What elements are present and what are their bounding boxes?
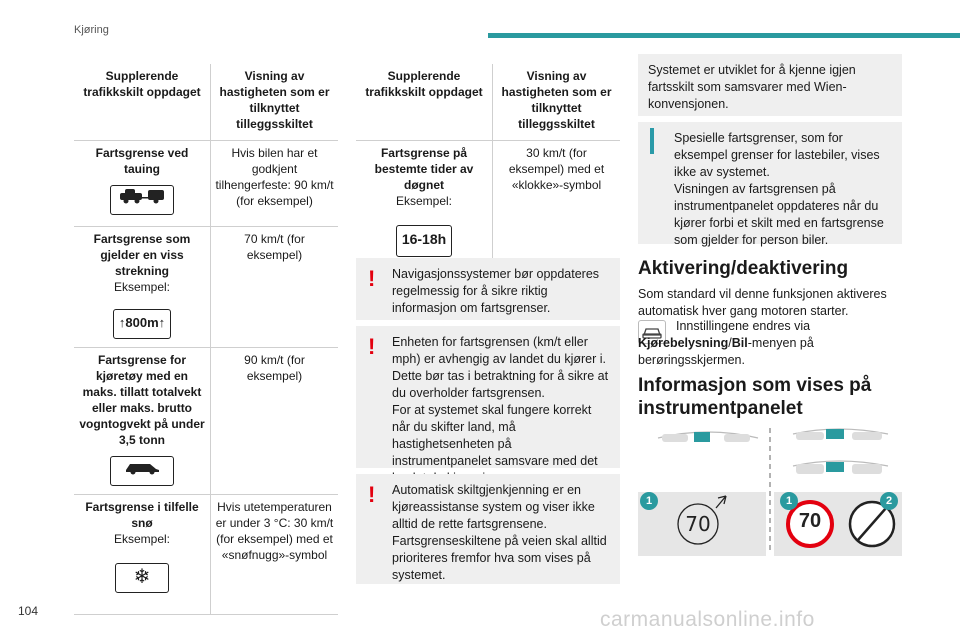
warning-box [356, 474, 620, 584]
badge-2: 2 [880, 492, 898, 510]
menu-name: Kjørebelysning [638, 336, 729, 350]
row-title: Fartsgrense ved tauing [95, 146, 189, 176]
heading-activation: Aktivering/deaktivering [638, 258, 849, 279]
time-sign-icon: 16-18h [396, 225, 452, 257]
note-box [638, 54, 902, 116]
col-header: Supplerende trafikkskilt oppdaget [356, 64, 493, 141]
para-text: -menyen på berøringsskjermen. [638, 336, 814, 367]
info-icon [650, 130, 654, 154]
instrument-illustration [638, 426, 902, 556]
warning-text: Enheten for fartsgrensen (km/t eller mph) er avhengig av landet du kjører i. Dette bør tas i betraktning for å sikre at du overholder fartsgrensen. For at systemet skal fungere korrekt når du skifter land, må hastighetsenheten på instrumentpanelet samsvare med det [392, 335, 609, 468]
row-sub: Eksempel: [113, 532, 171, 546]
car-sign-icon [110, 456, 174, 486]
section-title: Kjøring [74, 24, 109, 36]
badge-1: 1 [780, 492, 798, 510]
warning-box [356, 258, 620, 320]
col-header: Visning av hastigheten som er tilknyttet tilleggsskiltet [501, 69, 612, 131]
col-header: Supplerende trafikkskilt oppdaget [74, 64, 211, 141]
badge-1: 1 [640, 492, 658, 510]
note-text: Systemet er utviklet for å kjenne igjen fartsskilt som samsvarer med Wien-konvensjonen. [648, 63, 856, 111]
info-text: Spesielle fartsgrenser, som for eksempel grenser for lastebiler, vises ikke av systemet. Visningen av fartsgrensen på instrumentpanelet oppdateres når du kjører forbi et skilt med en fartsgrense som gjelder for person biler. [674, 131, 884, 247]
menu-name: Bil [731, 336, 748, 350]
paragraph [638, 318, 902, 369]
speed-limit-sign: 70 [798, 510, 822, 532]
warning-box [356, 326, 620, 468]
row-value: Hvis bilen har et godkjent tilhengerfeste: 90 km/t (for eksempel) [215, 146, 334, 208]
warning-text: Navigasjonssystemer bør oppdateres regelmessig for å sikre riktig informasjon om fartsgrenser. [392, 267, 600, 315]
row-title: Fartsgrense som gjelder en viss strekning [93, 232, 191, 278]
paragraph: Som standard vil denne funksjonen aktiveres automatisk hver gang motoren starter. [638, 287, 887, 318]
row-value: 30 km/t (for eksempel) med et «klokke»-symbol [508, 146, 605, 192]
distance-sign-icon: ↑800m↑ [113, 309, 171, 339]
warning-icon: ! [368, 334, 376, 359]
para-text: Innstillingene endres via [676, 319, 811, 333]
tow-sign-icon [110, 185, 174, 215]
row-sub: Eksempel: [395, 194, 453, 208]
row-title: Fartsgrense på bestemte tider av døgnet [374, 146, 474, 192]
page-number: 104 [18, 604, 39, 618]
watermark: carmanualsonline.info [600, 608, 815, 631]
header-accent-bar [488, 33, 960, 38]
row-sub: Eksempel: [113, 280, 171, 294]
warning-icon: ! [368, 266, 376, 291]
warning-text: Automatisk skiltgjenkjenning er en kjøreassistanse system og viser ikke alltid de rette fartsgrensene. Fartsgrenseskiltene på veien skal alltid prioriteres fremfor hva som vises på systemet. [392, 483, 607, 582]
row-value: 90 km/t (for eksempel) [244, 353, 305, 383]
para-text: / [728, 336, 732, 350]
row-value: 70 km/t (for eksempel) [244, 232, 305, 262]
info-box [638, 122, 902, 247]
sign-table-mid [356, 64, 620, 266]
col-header: Visning av hastigheten som er tilknyttet tilleggsskiltet [219, 69, 330, 131]
sign-text: 800m [125, 315, 159, 330]
warning-icon: ! [368, 482, 376, 507]
snowflake-sign-icon: ❄ [115, 563, 169, 593]
heading-display: Informasjon som vises på instrumentpanelet [638, 375, 872, 419]
row-title: Fartsgrense i tilfelle snø [85, 500, 199, 530]
speed-limit-outline: 70 [685, 512, 711, 536]
row-value: Hvis utetemperaturen er under 3 °C: 30 km/t (for eksempel) med et «snøfnugg»-symbol [215, 500, 334, 562]
sign-table-left [74, 64, 338, 615]
row-title: Fartsgrense for kjøretøy med en maks. tillatt totalvekt eller maks. brutto vogntogvekt på under 3,5 tonn [79, 353, 205, 447]
